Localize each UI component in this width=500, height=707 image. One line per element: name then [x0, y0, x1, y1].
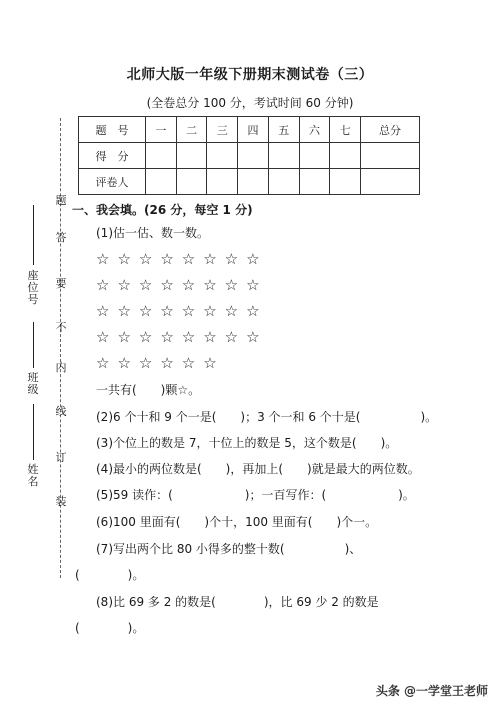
score-cell[interactable]: [299, 143, 330, 169]
score-cell[interactable]: [146, 143, 177, 169]
score-table-header: 二: [176, 117, 207, 143]
question-1-answer: 一共有( )颗☆。: [96, 383, 201, 397]
seal-char: 要: [55, 277, 67, 290]
seal-char: 不: [55, 321, 67, 334]
grader-cell[interactable]: [207, 169, 238, 195]
grader-cell[interactable]: [238, 169, 269, 195]
grader-cell[interactable]: [176, 169, 207, 195]
score-cell[interactable]: [207, 143, 238, 169]
watermark-text: 头条 @一学堂王老师: [375, 684, 488, 698]
question-8: (8)比 69 多 2 的数是( )，比 69 少 2 的数是: [96, 595, 379, 609]
grader-cell[interactable]: [268, 169, 299, 195]
class-field[interactable]: [33, 322, 34, 368]
seal-char: 订: [55, 451, 67, 464]
class-label: 班级: [27, 371, 39, 396]
star-row: ☆☆☆☆☆☆☆☆: [96, 276, 268, 294]
seat-number-label: 座位号: [27, 269, 39, 306]
question-5: (5)59 读作：( )；一百写作：( )。: [96, 488, 415, 502]
question-2: (2)6 个十和 9 个一是( )；3 个一和 6 个十是( )。: [96, 410, 438, 424]
star-row: ☆☆☆☆☆☆☆☆: [96, 302, 268, 320]
star-row: ☆☆☆☆☆☆: [96, 354, 225, 372]
score-table-header: 总分: [361, 117, 420, 143]
star-row: ☆☆☆☆☆☆☆☆: [96, 328, 268, 346]
score-row-label: 评卷人: [79, 169, 146, 195]
score-cell[interactable]: [330, 143, 361, 169]
seal-char: 答: [55, 231, 67, 244]
score-table-header: 七: [330, 117, 361, 143]
grader-cell[interactable]: [361, 169, 420, 195]
score-table-header: 四: [238, 117, 269, 143]
star-row: ☆☆☆☆☆☆☆☆: [96, 250, 268, 268]
score-table-header: 五: [268, 117, 299, 143]
question-8-continued: ( )。: [75, 621, 145, 635]
page-title: 北师大版一年级下册期末测试卷（三）: [126, 67, 374, 83]
question-3: (3)个位上的数是 7，十位上的数是 5，这个数是( )。: [96, 436, 398, 450]
seal-char: 题: [55, 194, 67, 207]
score-table-header: 一: [146, 117, 177, 143]
seal-char: 内: [55, 361, 67, 374]
seat-number-field[interactable]: [33, 205, 34, 265]
score-table-row: [79, 169, 420, 195]
question-6: (6)100 里面有( )个十，100 里面有( )个一。: [96, 515, 378, 529]
section-heading: 一、我会填。(26 分，每空 1 分): [72, 203, 253, 217]
score-table-header-row: [79, 117, 420, 143]
score-table-row: [79, 143, 420, 169]
watermark: [376, 682, 488, 699]
question-7-continued: ( )。: [75, 568, 145, 582]
page-subtitle: (全卷总分 100 分，考试时间 60 分钟): [146, 96, 354, 110]
seal-char: 线: [55, 405, 67, 418]
question-7: (7)写出两个比 80 小得多的整十数( )、: [96, 542, 362, 556]
score-table-header: 题 号: [79, 117, 146, 143]
grader-cell[interactable]: [330, 169, 361, 195]
grader-cell[interactable]: [299, 169, 330, 195]
binding-dashed-line: [60, 118, 61, 578]
name-field[interactable]: [33, 404, 34, 460]
score-cell[interactable]: [176, 143, 207, 169]
score-table: [78, 116, 420, 195]
name-label: 姓名: [27, 463, 39, 488]
score-cell[interactable]: [238, 143, 269, 169]
score-table-header: 三: [207, 117, 238, 143]
question-4: (4)最小的两位数是( )，再加上( )就是最大的两位数。: [96, 462, 420, 476]
grader-cell[interactable]: [146, 169, 177, 195]
seal-char: 装: [55, 495, 67, 508]
score-table-header: 六: [299, 117, 330, 143]
score-cell[interactable]: [268, 143, 299, 169]
score-row-label: 得 分: [79, 143, 146, 169]
question-1: (1)估一估、数一数。: [96, 226, 209, 240]
score-cell[interactable]: [361, 143, 420, 169]
